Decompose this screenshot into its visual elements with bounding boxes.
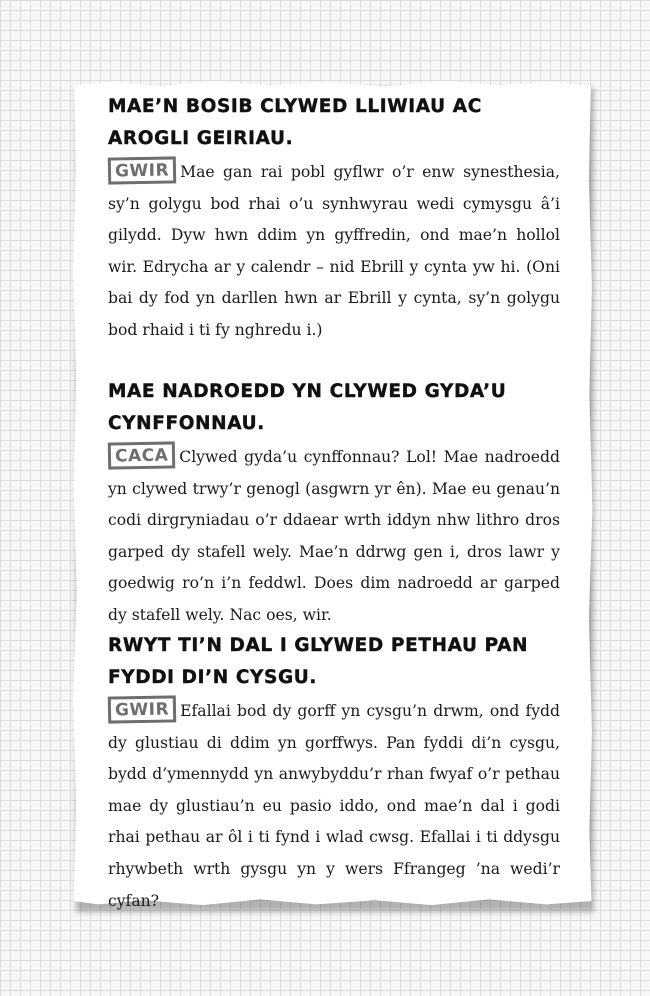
section-heading: RWYT TI’N DAL I GLYWED PETHAU PAN FYDDI DI’N CYSGU. bbox=[108, 635, 529, 688]
section-body bbox=[108, 442, 560, 632]
section-body-text: Efallai bod dy gorff yn cysgu’n drwm, ond fydd dy glustiau di ddim yn gorffwys. Pan fyddi di’n cysgu, bydd d’ymennydd yn anwybyddu’r rhan fwyaf o’r pethau mae dy glustiau’n eu pasio iddo, ond mae’n dal i godi rhai pethau ar ôl i ti fynd i wlad cwsg. Efallai i ti ddysgu rhywbeth wrth gysgu yn y wers Ffrangeg ’na wedi’r cyfan? bbox=[108, 702, 560, 910]
section-heading: MAE NADROEDD YN CLYWED GYDA’U CYNFFONNAU. bbox=[108, 381, 507, 434]
fact-section-2 bbox=[108, 376, 560, 632]
verdict-stamp: GWIR bbox=[108, 156, 177, 184]
verdict-stamp: GWIR bbox=[108, 695, 177, 723]
verdict-stamp: CACA bbox=[108, 441, 176, 469]
section-heading: MAE’N BOSIB CLYWED LLIWIAU AC AROGLI GEIRIAU. bbox=[108, 96, 482, 149]
section-body-text: Clywed gyda’u cynffonnau? Lol! Mae nadroedd yn clywed trwy’r genogl (asgwrn yr ên). Mae eu genau’n codi dirgryniadau o’r ddaear wrth iddyn nhw lithro dros garped dy stafell wely. Mae’n ddrwg gen i, dros lawr y goedwig ro’n i’n feddwl. Does dim nadroedd ar garped dy stafell wely. Nac oes, wir. bbox=[108, 448, 560, 624]
section-body bbox=[108, 696, 560, 917]
fact-section-1 bbox=[108, 91, 560, 347]
fact-section-3 bbox=[108, 630, 560, 917]
section-body bbox=[108, 157, 560, 347]
section-body-text: Mae gan rai pobl gyflwr o’r enw synesthesia, sy’n golygu bod rhai o’u synhwyrau wedi cymysgu â’i gilydd. Dyw hwn ddim yn gyffredin, ond mae’n hollol wir. Edrycha ar y calendr – nid Ebrill y cynta yw hi. (Oni bai dy fod yn darllen hwn ar Ebrill y cynta, sy’n golygu bod rhaid i ti fy nghredu i.) bbox=[108, 163, 560, 339]
